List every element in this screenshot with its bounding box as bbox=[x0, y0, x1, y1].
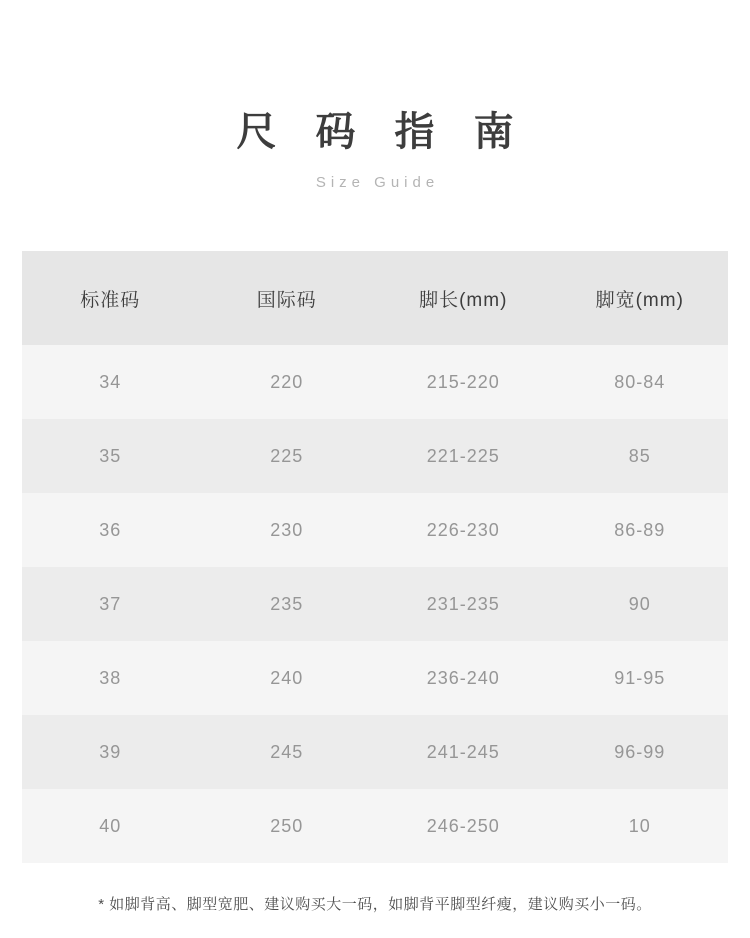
size-table-body bbox=[22, 345, 728, 863]
cell-foot-length: 231-235 bbox=[375, 567, 552, 641]
cell-foot-length: 241-245 bbox=[375, 715, 552, 789]
cell-foot-length: 246-250 bbox=[375, 789, 552, 863]
cell-foot-width: 85 bbox=[552, 419, 729, 493]
cell-standard-size: 38 bbox=[22, 641, 199, 715]
table-row bbox=[22, 789, 728, 863]
size-table-header bbox=[22, 251, 728, 345]
cell-foot-width: 91-95 bbox=[552, 641, 729, 715]
cell-foot-length: 215-220 bbox=[375, 345, 552, 419]
cell-standard-size: 35 bbox=[22, 419, 199, 493]
size-table bbox=[22, 251, 728, 863]
cell-foot-length: 221-225 bbox=[375, 419, 552, 493]
page-title: 尺 码 指 南 bbox=[236, 110, 528, 154]
table-row bbox=[22, 419, 728, 493]
cell-standard-size: 37 bbox=[22, 567, 199, 641]
table-row bbox=[22, 567, 728, 641]
cell-standard-size: 40 bbox=[22, 789, 199, 863]
cell-standard-size: 34 bbox=[22, 345, 199, 419]
cell-standard-size: 39 bbox=[22, 715, 199, 789]
cell-international-size: 240 bbox=[199, 641, 376, 715]
cell-foot-width: 90 bbox=[552, 567, 729, 641]
cell-foot-length: 226-230 bbox=[375, 493, 552, 567]
size-table-container bbox=[22, 251, 728, 863]
column-header-international-size: 国际码 bbox=[199, 251, 376, 345]
page-header bbox=[0, 0, 750, 191]
cell-international-size: 220 bbox=[199, 345, 376, 419]
cell-foot-length: 236-240 bbox=[375, 641, 552, 715]
table-header-row bbox=[22, 251, 728, 345]
cell-standard-size: 36 bbox=[22, 493, 199, 567]
table-row bbox=[22, 493, 728, 567]
cell-international-size: 230 bbox=[199, 493, 376, 567]
cell-international-size: 245 bbox=[199, 715, 376, 789]
cell-international-size: 235 bbox=[199, 567, 376, 641]
cell-foot-width: 96-99 bbox=[552, 715, 729, 789]
table-row bbox=[22, 641, 728, 715]
table-row bbox=[22, 715, 728, 789]
cell-foot-width: 86-89 bbox=[552, 493, 729, 567]
cell-foot-width: 10 bbox=[552, 789, 729, 863]
page-subtitle: Size Guide bbox=[315, 174, 440, 191]
size-guide-footnote: * 如脚背高、脚型宽肥、建议购买大一码，如脚背平脚型纤瘦，建议购买小一码。 bbox=[98, 896, 652, 913]
cell-foot-width: 80-84 bbox=[552, 345, 729, 419]
cell-international-size: 250 bbox=[199, 789, 376, 863]
column-header-foot-width: 脚宽(mm) bbox=[552, 251, 729, 345]
table-row bbox=[22, 345, 728, 419]
column-header-standard-size: 标准码 bbox=[22, 251, 199, 345]
cell-international-size: 225 bbox=[199, 419, 376, 493]
column-header-foot-length: 脚长(mm) bbox=[375, 251, 552, 345]
